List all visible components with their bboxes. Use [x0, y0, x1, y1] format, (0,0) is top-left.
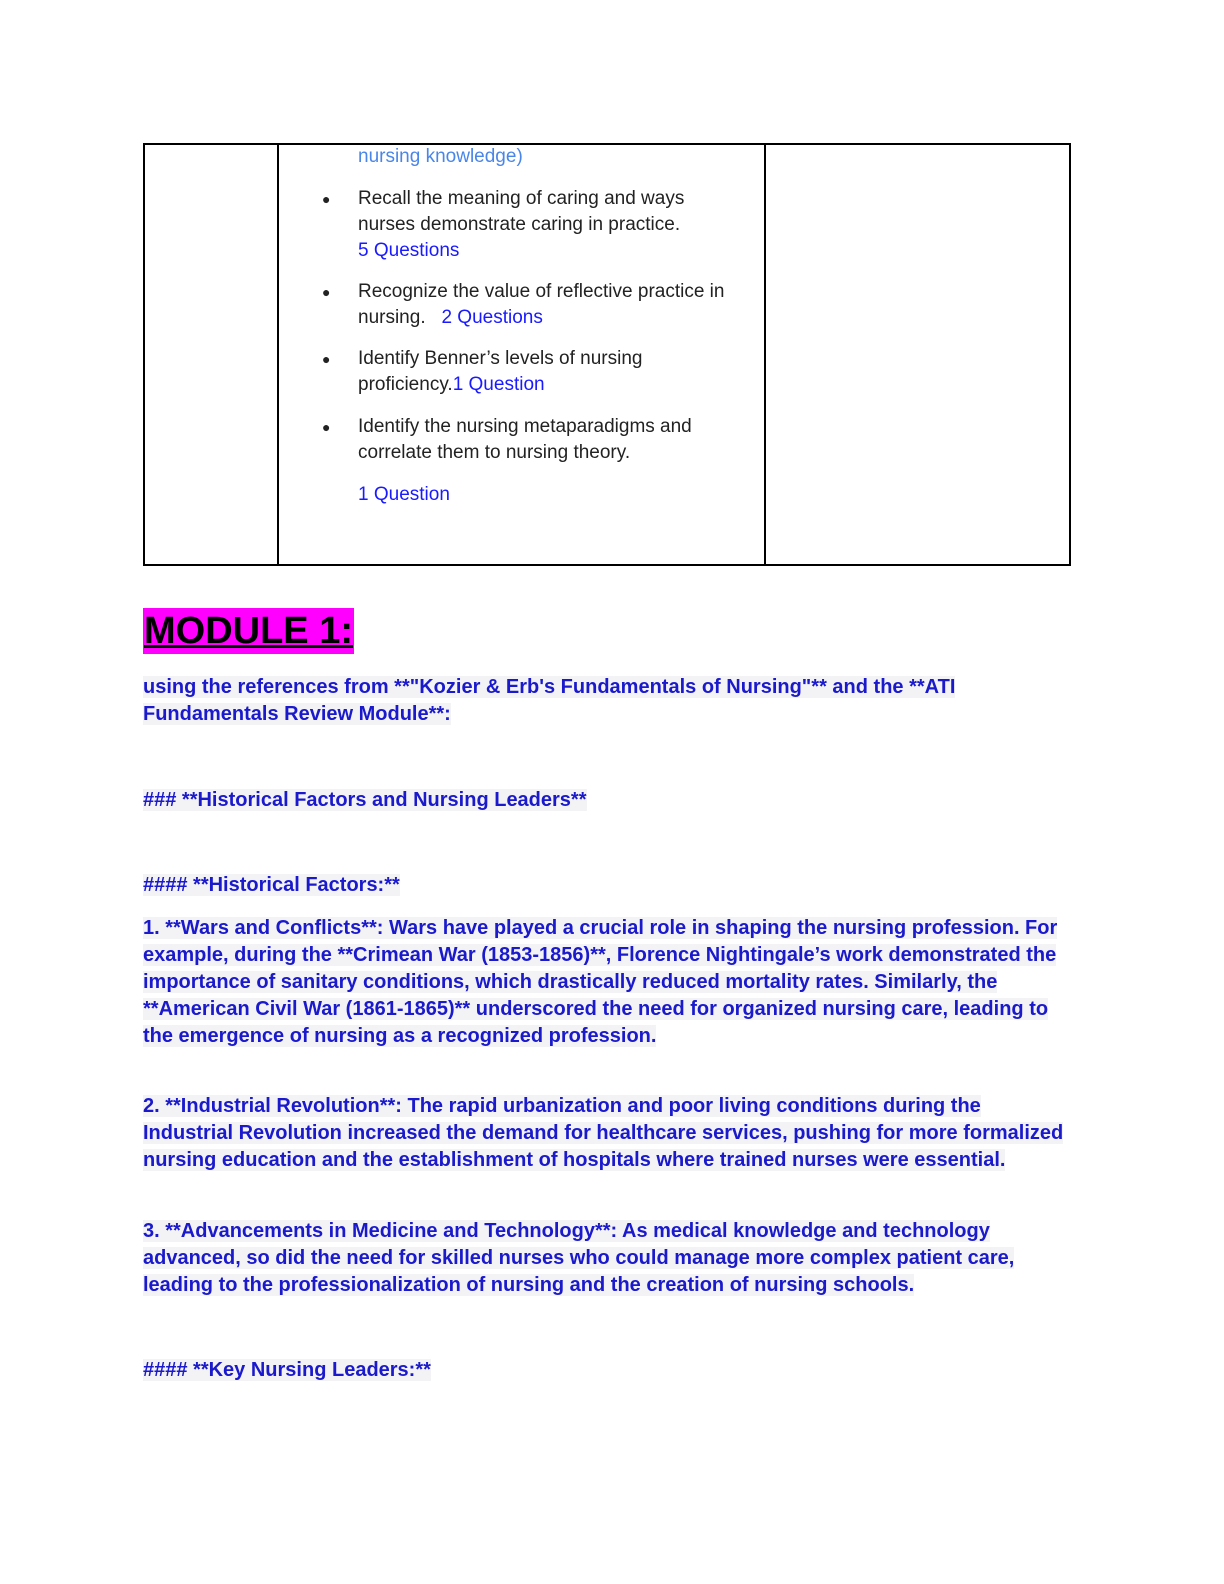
- factor-text: 1. **Wars and Conflicts**: Wars have played a crucial role in shaping the nursing profession. For example, during the **Crimean War (1853-1856)**, Florence Nightingale’s work demonstrated the importance of sanitary conditions, which drastically reduced mortality rates. Similarly, the **American Civil War (1861-1865)** underscored the need for organized nursing care, leading to the emergence of nursing as a recognized profession.: [143, 917, 1058, 1047]
- bullet-icon: ●: [322, 191, 331, 207]
- sub-heading-factors: [143, 872, 1073, 899]
- section-heading: [143, 787, 1073, 814]
- question-count: 5 Questions: [358, 240, 460, 261]
- table-column-right: [766, 145, 1069, 564]
- factor-text: 2. **Industrial Revolution**: The rapid urbanization and poor living conditions during the Industrial Revolution increased the demand for healthcare services, pushing for more formalized nursing education and the establishment of hospitals where trained nurses were essential.: [143, 1095, 1064, 1171]
- module-title: MODULE 1:: [144, 610, 353, 652]
- sub-heading-leaders: [143, 1357, 1073, 1384]
- factor-item: [143, 1218, 1073, 1299]
- objective-item: [358, 279, 743, 331]
- objective-item: [358, 414, 743, 466]
- section-heading-text: ### **Historical Factors and Nursing Leaders**: [143, 789, 587, 811]
- question-count: 1 Question: [452, 374, 545, 395]
- bullet-icon: ●: [322, 419, 331, 435]
- objective-item: [358, 186, 738, 264]
- question-count: 2 Questions: [441, 307, 543, 328]
- table-column-left: [145, 145, 279, 564]
- question-count: 1 Question: [358, 484, 450, 505]
- objective-text: Identify Benner’s levels of nursing proficiency.: [358, 348, 643, 395]
- factor-text: 3. **Advancements in Medicine and Technology**: As medical knowledge and technology advanced, so did the need for skilled nurses who could manage more complex patient care, leading to the professionalization of nursing and the creation of nursing schools.: [143, 1220, 1015, 1296]
- factor-item: [143, 915, 1073, 1050]
- objective-text: Recall the meaning of caring and ways nurses demonstrate caring in practice.: [358, 188, 685, 235]
- intro-text: using the references from **"Kozier & Erb's Fundamentals of Nursing"** and the **ATI Fundamentals Review Module**:: [143, 676, 956, 725]
- bullet-icon: ●: [322, 351, 331, 367]
- objective-item: [358, 346, 688, 398]
- factor-item: [143, 1093, 1073, 1174]
- bullet-icon: ●: [322, 284, 331, 300]
- objective-text: Identify the nursing metaparadigms and correlate them to nursing theory.: [358, 416, 692, 463]
- objective-text: Recognize the value of reflective practice in nursing.: [358, 281, 725, 328]
- sub-heading-leaders-text: #### **Key Nursing Leaders:**: [143, 1359, 431, 1381]
- intro-paragraph: [143, 674, 1043, 728]
- sub-heading-factors-text: #### **Historical Factors:**: [143, 874, 400, 896]
- continued-text: nursing knowledge): [358, 146, 523, 167]
